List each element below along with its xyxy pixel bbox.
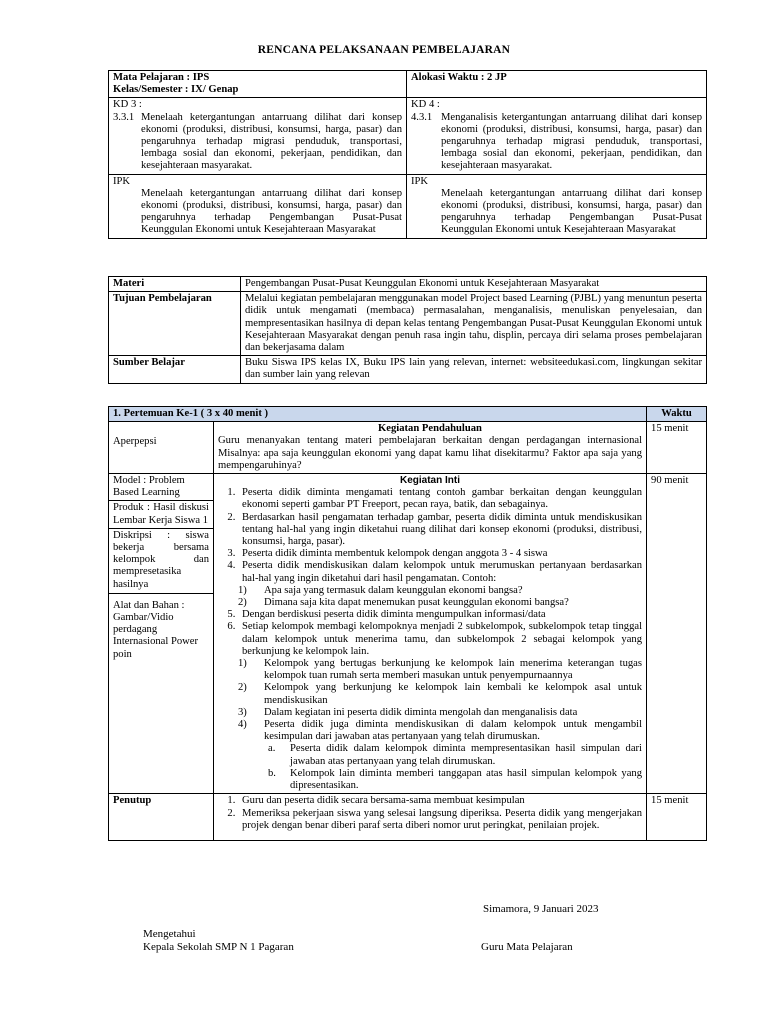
ipk-right-cell (407, 174, 707, 238)
identity-table (108, 70, 707, 239)
list-item: 3. Peserta didik diminta membentuk kelompok dengan anggota 3 - 4 siswa (238, 548, 642, 560)
question-2: Dimana saja kita dapat menemukan pusat keunggulan ekonomi bangsa? (264, 597, 569, 609)
kd4-cell (407, 98, 707, 174)
objectives-table (108, 276, 707, 384)
teacher-label: Guru Mata Pelajaran (481, 941, 573, 953)
question-list (238, 584, 642, 609)
activity-table (108, 406, 707, 841)
presentation-list (264, 743, 642, 792)
kd4-heading: KD 4 : (411, 99, 440, 111)
kd4-number: 4.3.1 (411, 111, 433, 123)
ipk-left-heading: IPK (113, 175, 131, 187)
sub-a: Peserta didik dalam kelompok diminta mempresentasikan hasil simpulan dari jawaban atas pertanyaan yang telah dirumuskan. (290, 743, 643, 767)
list-item: b. Kelompok lain diminta memberi tanggapan atas hasil simpulan kelompok yang dipresentasikan. (268, 767, 643, 792)
question-1: Apa saja yang termasuk dalam keunggulan ekonomi bangsa? (264, 584, 523, 596)
step-4-text: Peserta didik mendiskusikan dalam kelompok untuk merumuskan pertanyaan berdasarkan hal-hal yang ingin diketahui dari hasil pengamatan. Contoh: (242, 560, 643, 584)
sumber-value: Buku Siswa IPS kelas IX, Buku IPS lain yang relevan, internet: websiteedukasi.com, lingkungan sekitar dan sumber lain yang relevan (241, 356, 707, 383)
list-item: 1) Kelompok yang bertugas berkunjung ke kelompok lain menerima keterangan tugas kelompok tuan rumah serta memberi masukan untuk penyempurnaannya (238, 658, 643, 682)
ipk-left-text: Menelaah ketergantungan antarruang dilihat dari konsep ekonomi (produksi, distribusi, konsumsi, harga, pasar) dan pengaruhnya terhadap Pengembangan Pusat-Pusat Keunggulan Ekonomi untuk Kesejahteraan Masyarakat (141, 187, 402, 236)
kd3-text: Menelaah ketergantungan antarruang dilihat dari konsep ekonomi (produksi, distribusi, konsumsi, harga, pasar) dan pengaruhnya terhadap migrasi penduduk, transportasi, lembaga sosial dan ekonomi, pekerjaan, pendidikan, dan kesejahteraan masyarakat. (141, 111, 402, 172)
sub-1: Kelompok yang bertugas berkunjung ke kelompok lain menerima keterangan tugas kelompok tuan rumah serta memberi masukan untuk penyempurnaannya (264, 658, 643, 682)
list-item: 2) Kelompok yang berkunjung ke kelompok lain kembali ke kelompok asal untuk mendiskusikan (238, 682, 643, 706)
sumber-label: Sumber Belajar (109, 356, 241, 383)
kd3-number: 3.3.1 (113, 111, 135, 123)
tujuan-value: Melalui kegiatan pembelajaran menggunakan model Project based Learning (PJBL) yang menuntun peserta didik untuk mengamati (membaca) permasalahan, menganalisis, menuliskan penyelesaian, dan mempresentasikan hasilnya di depan kelas tentang Pengembangan Pusat-Pusat Keunggulan Ekonomi untuk Kesejahteraan Masyarakat dengan penuh rasa ingin tahu, displin, percaya diri selama proses pembelajaran dan bekerjasama dalam (241, 292, 707, 356)
kd3-heading: KD 3 : (113, 99, 142, 111)
core-activities-cell (214, 474, 647, 794)
sub-2: Kelompok yang berkunjung ke kelompok lain kembali ke kelompok asal untuk mendiskusikan (264, 682, 643, 706)
description-label: Diskripsi : siswa bekerja bersama kelompok dan mempresetasika hasilnya (109, 529, 213, 594)
list-item: 4) Peserta didik juga diminta mendiskusikan di dalam kelompok untuk mengambil kesimpulan dari jawaban atas pertanyaan yang telah dirumuskan. a. Peserta didik dalam kelompok diminta mempresentasikan hasil simpulan dari jawaban atas pertanyaan yang telah dirumuskan. b. Kelompok lain diminta memberi tanggapan atas hasil simpulan kelompok yang dipresentasikan. (238, 719, 643, 792)
list-item: 2. Memeriksa pekerjaan siswa yang selesai langsung diperiksa. Peserta didik yang mengerjakan projek dengan benar diberi paraf serta diberi nomor urut peringkat, penilaian projek. (238, 808, 642, 832)
ipk-left-cell (109, 174, 407, 238)
kd3-cell (109, 98, 407, 174)
list-item: a. Peserta didik dalam kelompok diminta mempresentasikan hasil simpulan dari jawaban atas pertanyaan yang telah dirumuskan. (268, 743, 643, 767)
ipk-right-text: Menelaah ketergantungan antarruang dilihat dari konsep ekonomi (produksi, distribusi, konsumsi, harga, pasar) dan pengaruhnya terhadap Pengembangan Pusat-Pusat Keunggulan Ekonomi untuk Kesejahteraan Masyarakat (441, 187, 702, 236)
sub-3: Dalam kegiatan ini peserta didik diminta mengolah dan menganalisis data (264, 706, 578, 718)
kd4-text: Menganalisis ketergantungan antarruang dilihat dari konsep ekonomi (produksi, distribusi, konsumsi, harga, pasar) dan pengaruhnya terhadap migrasi penduduk, transportasi, lembaga sosial dan ekonomi, pekerjaan, pendidikan, dan kesejahteraan masyarakat. (441, 111, 702, 172)
apersepsi-label: Aperpepsi (109, 422, 214, 474)
class-semester-label: Kelas/Semester : IX/ Genap (113, 84, 239, 96)
subgroup-list (238, 658, 643, 792)
step-6-text: Setiap kelompok membagi kelompoknya menjadi 2 subkelompok, subkelompok tetap tinggal dalam kelompok untuk menerima tamu, dan subkelompok 2 sebagai kelompok yang berkunjung ke kelompok lain. (242, 621, 643, 657)
meeting-header: 1. Pertemuan Ke-1 ( 3 x 40 menit ) (109, 407, 647, 422)
closing-duration: 15 menit (647, 794, 707, 841)
subject-cell (109, 71, 407, 98)
acknowledged-label: Mengetahui (143, 928, 196, 940)
time-header: Waktu (647, 407, 707, 422)
core-heading: Kegiatan Inti (400, 475, 461, 487)
list-item: 5. Dengan berdiskusi peserta didik diminta mengumpulkan informasi/data (238, 609, 642, 621)
list-item (238, 621, 642, 792)
intro-heading: Kegiatan Pendahuluan (378, 423, 482, 435)
closing-label: Penutup (109, 794, 214, 841)
intro-duration: 15 menit (647, 422, 707, 474)
product-label: Produk : Hasil diskusi Lembar Kerja Siswa 1 (109, 501, 213, 528)
ipk-right-heading: IPK (411, 175, 429, 187)
list-item: 2) Dimana saja kita dapat menemukan pusat keunggulan ekonomi bangsa? (238, 597, 569, 609)
intro-cell (214, 422, 647, 474)
list-item: 1. Peserta didik diminta mengamati tentang contoh gambar berkaitan dengan keunggulan ekonomi seperti gambar PT Freeport, pecan raya, batik, dan sebagainya. (238, 487, 642, 511)
closing-list (218, 795, 642, 832)
sub-4: Peserta didik juga diminta mendiskusikan di dalam kelompok untuk mengambil kesimpulan dari jawaban atas pertanyaan yang telah dirumuskan. (264, 719, 643, 743)
materi-value: Pengembangan Pusat-Pusat Keunggulan Ekonomi untuk Kesejahteraan Masyarakat (241, 277, 707, 292)
core-steps-list (218, 487, 642, 792)
core-meta-cell (109, 474, 214, 794)
principal-label: Kepala Sekolah SMP N 1 Pagaran (143, 941, 294, 953)
tujuan-label: Tujuan Pembelajaran (109, 292, 241, 356)
apersepsi-text: Guru menanyakan tentang materi pembelajaran berkaitan dengan perdagangan internasional Misalnya: apa saja keunggulan ekonomi yang dapat kamu lihat disekitarmu? Faktor apa saja yang mempengaruhinya? (218, 435, 643, 471)
sub-b: Kelompok lain diminta memberi tanggapan atas hasil simpulan kelompok yang dipresentasikan. (290, 767, 643, 792)
document-title: RENCANA PELAKSANAAN PEMBELAJARAN (257, 44, 511, 56)
subject-label: Mata Pelajaran : IPS (113, 72, 210, 83)
list-item (238, 560, 642, 609)
list-item: 2. Berdasarkan hasil pengamatan terhadap gambar, peserta didik diminta untuk mendiskusikan tentang hal-hal yang ingin diketahui ruang dilihat dari konsep ekonomi (produksi, distribusi, konsumsi, harga, pasar). (238, 512, 642, 549)
list-item: 1. Guru dan peserta didik secara bersama-sama membuat kesimpulan (238, 795, 642, 807)
list-item: 3) Dalam kegiatan ini peserta didik diminta mengolah dan menganalisis data (238, 706, 578, 718)
time-allocation: Alokasi Waktu : 2 JP (407, 71, 707, 98)
tools-label: Alat dan Bahan : Gambar/Vidio perdagang Internasional Power poin (113, 599, 199, 660)
materi-label: Materi (109, 277, 241, 292)
list-item: 1) Apa saja yang termasuk dalam keunggulan ekonomi bangsa? (238, 584, 523, 596)
core-duration: 90 menit (647, 474, 707, 794)
model-label: Model : Problem Based Learning (109, 474, 213, 501)
closing-cell (214, 794, 647, 841)
place-date: Simamora, 9 Januari 2023 (483, 903, 599, 915)
